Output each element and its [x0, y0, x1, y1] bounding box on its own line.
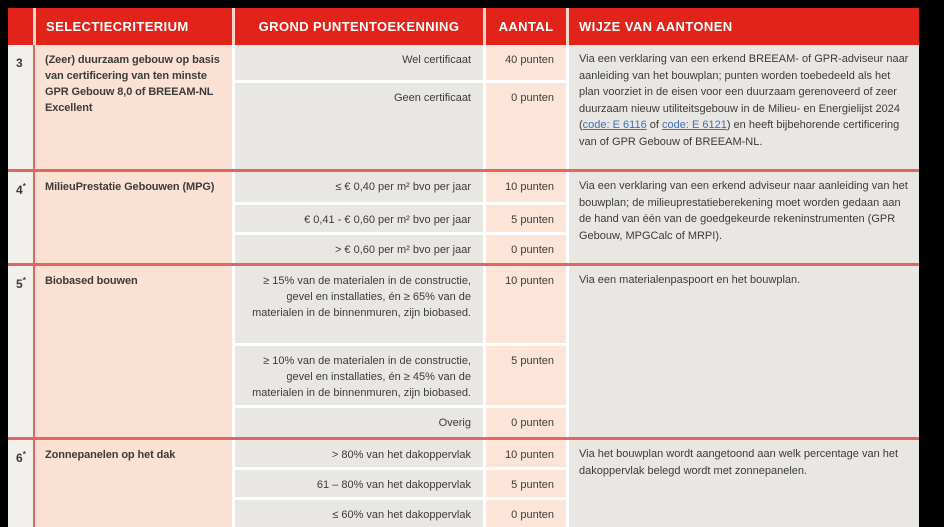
row-number-value: 6 [16, 451, 23, 465]
table-row-5 [8, 266, 919, 343]
row-number-asterisk: * [22, 450, 26, 459]
aantal-cell: 0 punten [483, 232, 566, 263]
aantal-cell: 5 punten [483, 202, 566, 232]
row-number-value: 4 [16, 183, 23, 197]
table-row-4 [8, 172, 919, 202]
aantal-cell: 40 punten [483, 45, 566, 80]
row-number-asterisk: * [22, 182, 26, 191]
row-number [8, 440, 33, 527]
column-header-aantal: AANTAL [483, 8, 566, 45]
aantal-cell: 0 punten [483, 497, 566, 527]
header-row [8, 8, 919, 45]
column-header-selectiecriterium: SELECTIECRITERIUM [33, 8, 232, 45]
code-e6121-link[interactable]: code: E 6121 [661, 119, 727, 131]
criteria-table [8, 8, 919, 527]
wijze-cell: Via het bouwplan wordt aangetoond aan welk percentage van het dakoppervlak belegd wordt met zonnepanelen. [566, 440, 919, 527]
criterium-cell: MilieuPrestatie Gebouwen (MPG) [33, 172, 232, 263]
grond-cell: Wel certificaat [232, 45, 483, 80]
aantal-cell: 10 punten [483, 266, 566, 343]
table-row-3 [8, 45, 919, 80]
criterium-cell: (Zeer) duurzaam gebouw op basis van certificering van ten minste GPR Gebouw 8,0 of BREEAM-NL Excellent [33, 45, 232, 169]
grond-cell: € 0,41 - € 0,60 per m² bvo per jaar [232, 202, 483, 232]
row-number-value: 5 [16, 277, 23, 291]
aantal-cell: 0 punten [483, 80, 566, 169]
grond-cell: ≥ 15% van de materialen in de constructie, gevel en installaties, én ≥ 65% van de materialen in de binnenmuren, zijn biobased. [232, 266, 483, 343]
grond-cell: ≤ 60% van het dakoppervlak [232, 497, 483, 527]
criterium-cell: Zonnepanelen op het dak [33, 440, 232, 527]
grond-cell: Overig [232, 405, 483, 437]
grond-cell: 61 – 80% van het dakoppervlak [232, 467, 483, 497]
wijze-text: of [646, 119, 662, 131]
grond-cell: ≤ € 0,40 per m² bvo per jaar [232, 172, 483, 202]
column-header-grond-puntentoekenning: GROND PUNTENTOEKENNING [232, 8, 483, 45]
wijze-text: ) en heeft bijbehorende certificering van of GPR Gebouw of BREEAM-NL. [579, 119, 900, 148]
row-number [8, 266, 33, 437]
row-number [8, 45, 33, 169]
criterium-cell: Biobased bouwen [33, 266, 232, 437]
table-frame [8, 8, 919, 527]
aantal-cell: 5 punten [483, 467, 566, 497]
row-number-value: 3 [16, 56, 23, 70]
aantal-cell: 10 punten [483, 172, 566, 202]
wijze-cell [566, 45, 919, 169]
aantal-cell: 5 punten [483, 343, 566, 405]
table-row-6 [8, 440, 919, 467]
aantal-cell: 10 punten [483, 440, 566, 467]
code-e6116-link[interactable]: code: E 6116 [582, 119, 647, 131]
grond-cell: > € 0,60 per m² bvo per jaar [232, 232, 483, 263]
grond-cell: Geen certificaat [232, 80, 483, 169]
wijze-cell: Via een materialenpaspoort en het bouwplan. [566, 266, 919, 437]
aantal-cell: 0 punten [483, 405, 566, 437]
column-header-wijze-van-aantonen: WIJZE VAN AANTONEN [566, 8, 919, 45]
wijze-cell: Via een verklaring van een erkend adviseur naar aanleiding van het bouwplan; de milieuprestatieberekening moet worden gedaan aan de hand van één van de goedgekeurde rekeninstrumenten (GPR Gebouw, MPGCalc of MRPI). [566, 172, 919, 263]
wijze-text: Via een verklaring van een erkend BREEAM- of GPR-adviseur naar aanleiding van het bouwplan; punten worden toebedeeld als het plan voorziet in de eisen voor een duurzaam gerenoveerd of zeer duurzaam nieuw utiliteitsgebouw in de Milieu- en Energielijst 2024 ( [579, 53, 909, 131]
row-number-asterisk: * [22, 276, 26, 285]
column-header-empty [8, 8, 33, 45]
row-number [8, 172, 33, 263]
grond-cell: > 80% van het dakoppervlak [232, 440, 483, 467]
grond-cell: ≥ 10% van de materialen in de constructie, gevel en installaties, én ≥ 45% van de materialen in de binnenmuren, zijn biobased. [232, 343, 483, 405]
